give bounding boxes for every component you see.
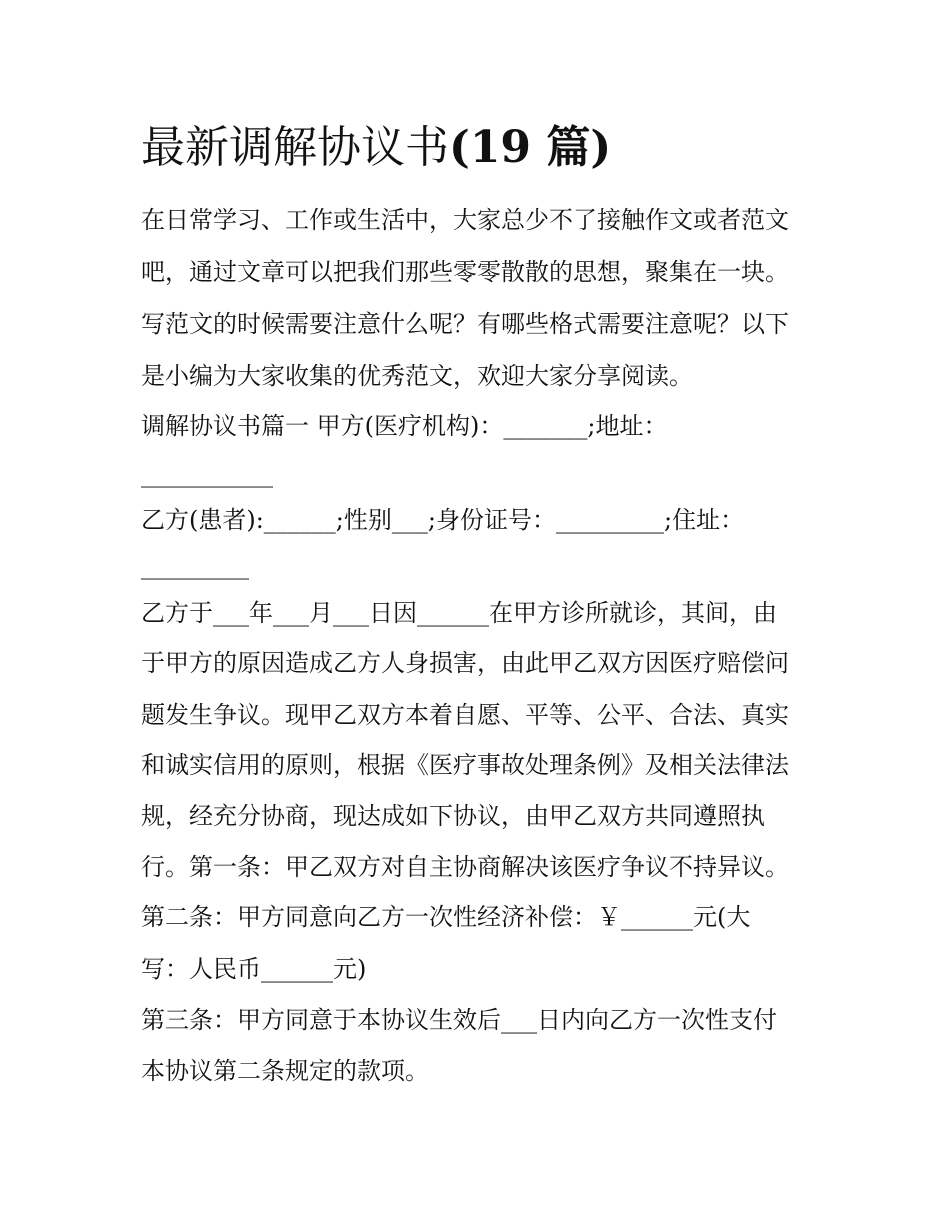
title-suffix: (19 篇) bbox=[449, 122, 612, 173]
body-line-2: 于甲方的原因造成乙方人身损害，由此甲乙双方因医疗赔偿问 bbox=[141, 649, 789, 677]
body-line-1: 乙方于___年___月___日因______在甲方诊所就诊，其间，由 bbox=[141, 599, 777, 627]
party-a-line-2: ___________ bbox=[141, 460, 273, 488]
party-b-line-1: 乙方(患者):______;性别___;身份证号：_________;住址： bbox=[141, 506, 745, 534]
intro-line-3: 写范文的时候需要注意什么呢？有哪些格式需要注意呢？以下 bbox=[141, 310, 789, 338]
body-line-3: 题发生争议。现甲乙双方本着自愿、平等、公平、合法、真实 bbox=[141, 701, 789, 729]
party-b-line-2: _________ bbox=[141, 552, 249, 580]
article-2-line-2: 写：人民币______元) bbox=[141, 955, 367, 983]
body-line-4: 和诚实信用的原则，根据《医疗事故处理条例》及相关法律法 bbox=[141, 751, 789, 779]
intro-line-1: 在日常学习、工作或生活中，大家总少不了接触作文或者范文 bbox=[141, 206, 789, 234]
body-line-5: 规，经充分协商，现达成如下协议，由甲乙双方共同遵照执 bbox=[141, 802, 765, 830]
intro-line-4: 是小编为大家收集的优秀范文，欢迎大家分享阅读。 bbox=[141, 362, 693, 390]
article-3-line-1: 第三条：甲方同意于本协议生效后___日内向乙方一次性支付 bbox=[141, 1006, 777, 1034]
intro-line-2: 吧，通过文章可以把我们那些零零散散的思想，聚集在一块。 bbox=[141, 258, 789, 286]
party-a-line-1: 调解协议书篇一 甲方(医疗机构)：_______;地址： bbox=[141, 412, 668, 440]
title-main: 最新调解协议书 bbox=[141, 122, 449, 173]
article-3-line-2: 本协议第二条规定的款项。 bbox=[141, 1057, 429, 1085]
document-title bbox=[141, 118, 611, 178]
article-2-line-1: 第二条：甲方同意向乙方一次性经济补偿：￥______元(大 bbox=[141, 903, 751, 931]
body-line-6: 行。第一条：甲乙双方对自主协商解决该医疗争议不持异议。 bbox=[141, 853, 789, 881]
